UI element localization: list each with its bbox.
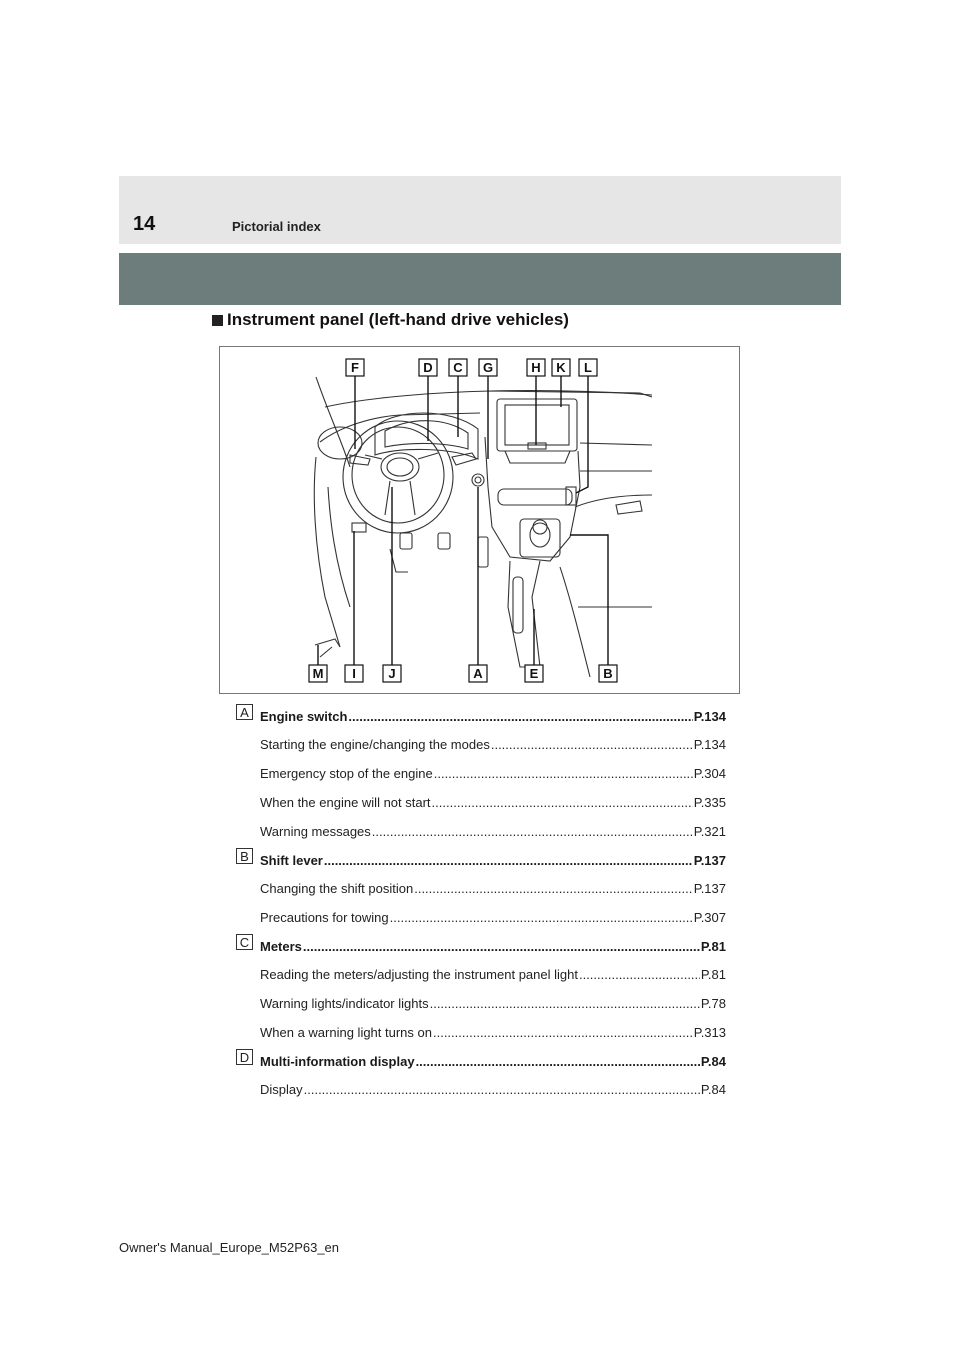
instrument-panel-illustration <box>220 347 741 695</box>
entry-subitem[interactable] <box>260 788 726 817</box>
header-band <box>119 176 841 244</box>
entry-page-ref: P.84 <box>700 1054 726 1069</box>
entry-letter-box: D <box>236 1049 253 1065</box>
subitem-page-ref: P.137 <box>693 881 726 896</box>
subsection-heading <box>212 310 569 330</box>
leader-dots <box>414 874 692 903</box>
entry-title-line[interactable] <box>260 934 726 960</box>
entry-title-line[interactable] <box>260 848 726 874</box>
subitem-page-ref: P.81 <box>700 967 726 982</box>
callout-a: A <box>473 666 483 681</box>
entry-subitem[interactable] <box>260 960 726 989</box>
index-entries <box>236 704 726 1106</box>
footer-manual-id: Owner's Manual_Europe_M52P63_en <box>119 1240 340 1255</box>
subitem-text: Warning messages <box>260 824 371 839</box>
callout-d: D <box>423 360 433 375</box>
leader-dots <box>303 934 700 960</box>
leader-dots <box>348 704 692 730</box>
subitem-text: Starting the engine/changing the modes <box>260 737 490 752</box>
index-entry <box>236 934 726 1047</box>
callout-h: H <box>531 360 541 375</box>
entry-title: Multi-information display <box>260 1054 415 1069</box>
callout-f: F <box>351 360 359 375</box>
leader-dots <box>372 817 693 846</box>
entry-letter-box: A <box>236 704 253 720</box>
section-name: Pictorial index <box>232 219 321 234</box>
index-entry <box>236 704 726 846</box>
callout-l: L <box>584 360 592 375</box>
entry-page-ref: P.137 <box>693 853 726 868</box>
leader-dots <box>579 960 700 989</box>
subitem-text: Precautions for towing <box>260 910 389 925</box>
entry-subitem[interactable] <box>260 1018 726 1047</box>
subsection-title: Instrument panel (left-hand drive vehicles) <box>227 310 569 329</box>
entry-page-ref: P.81 <box>700 939 726 954</box>
callout-m: M <box>312 666 324 681</box>
entry-subitem[interactable] <box>260 730 726 759</box>
entry-subitem[interactable] <box>260 903 726 932</box>
subitem-page-ref: P.304 <box>693 766 726 781</box>
subitem-text: Warning lights/indicator lights <box>260 996 429 1011</box>
leader-dots <box>433 1018 693 1047</box>
page-number: 14 <box>133 213 156 235</box>
entry-title: Engine switch <box>260 709 348 724</box>
leader-dots <box>416 1049 700 1075</box>
entry-subitem[interactable] <box>260 759 726 788</box>
leader-dots <box>390 903 693 932</box>
subitem-text: Emergency stop of the engine <box>260 766 433 781</box>
entry-subitem[interactable] <box>260 989 726 1018</box>
instrument-panel-figure <box>219 346 740 694</box>
callout-b: B <box>603 666 613 681</box>
entry-title: Meters <box>260 939 302 954</box>
entry-letter-box: C <box>236 934 253 950</box>
subitem-page-ref: P.307 <box>693 910 726 925</box>
subitem-page-ref: P.134 <box>693 737 726 752</box>
entry-title-line[interactable] <box>260 704 726 730</box>
title-band <box>119 253 841 305</box>
callout-boxes-top <box>346 359 597 376</box>
subitem-text: Changing the shift position <box>260 881 414 896</box>
leader-dots <box>434 759 693 788</box>
subitem-text: Reading the meters/adjusting the instrument panel light <box>260 967 578 982</box>
leader-dots <box>491 730 693 759</box>
subitem-page-ref: P.321 <box>693 824 726 839</box>
callout-c: C <box>453 360 463 375</box>
subitem-page-ref: P.78 <box>700 996 726 1011</box>
callout-g: G <box>482 360 494 375</box>
entry-subitem[interactable] <box>260 817 726 846</box>
entry-letter-box: B <box>236 848 253 864</box>
subitem-text: When the engine will not start <box>260 795 431 810</box>
entry-subitem[interactable] <box>260 1075 726 1104</box>
callout-k: K <box>556 360 566 375</box>
leader-dots <box>304 1075 700 1104</box>
leader-dots <box>324 848 693 874</box>
entry-page-ref: P.134 <box>693 709 726 724</box>
subitem-text: When a warning light turns on <box>260 1025 432 1040</box>
index-entry <box>236 848 726 932</box>
subitem-page-ref: P.84 <box>700 1082 726 1097</box>
subitem-page-ref: P.313 <box>693 1025 726 1040</box>
subitem-page-ref: P.335 <box>693 795 726 810</box>
entry-title: Shift lever <box>260 853 323 868</box>
index-entry <box>236 1049 726 1104</box>
entry-title-line[interactable] <box>260 1049 726 1075</box>
entry-subitem[interactable] <box>260 874 726 903</box>
callout-j: J <box>388 666 396 681</box>
leader-dots <box>430 989 700 1018</box>
subitem-text: Display <box>260 1082 303 1097</box>
callout-e: E <box>529 666 539 681</box>
heading-bullet-icon <box>212 315 223 326</box>
leader-dots <box>432 788 693 817</box>
callout-boxes-bottom <box>309 665 617 682</box>
callout-i: I <box>352 666 356 681</box>
